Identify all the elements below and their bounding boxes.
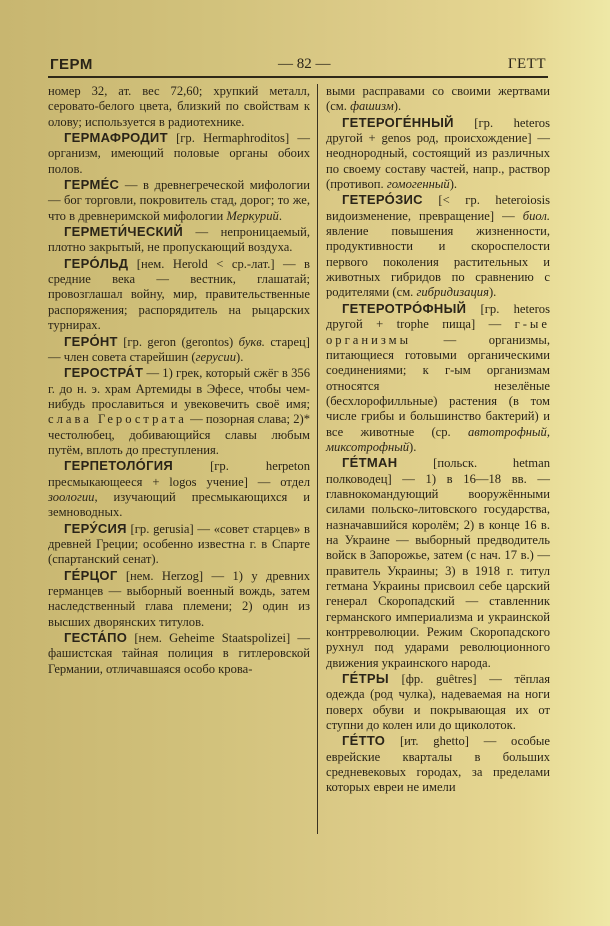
headword: ГЕСТА́ПО xyxy=(64,630,128,646)
entry-gerusiya: ГЕРУ́СИЯ [гр. gerusia] — «совет старцев» в древней Греции; особенно известна г. в Спарте (спартанский сенат). xyxy=(48,520,310,567)
entry-geterogennyy: ГЕТЕРОГЕ́ННЫЙ [гр. heteros другой + genos род, происхождение] — неоднородный, состоящий из различных по своему составу частей, напр., раствор (противоп. гомогенный). xyxy=(326,114,550,192)
headword: ГЕРУ́СИЯ xyxy=(64,520,127,536)
entry-getto: ГЕ́ТТО [ит. ghetto] — особые еврейские кварталы в больших средневековых городах, за пределами которых евреи не имели xyxy=(326,733,550,795)
entry-geront: ГЕРО́НТ [гр. geron (gerontos) букв. старец] — член совета старейшин (герусии). xyxy=(48,333,310,364)
entry-gerold: ГЕРО́ЛЬД [нем. Herold < ср.-лат.] — в средние века — вестник, глашатай; провозглашал войну, мир, правительственные распоряжения; распорядитель на рыцарских турнирах. xyxy=(48,255,310,333)
headword: ГЕ́РЦОГ xyxy=(64,567,118,583)
entry-getry: ГЕ́ТРЫ [фр. guêtres] — тёплая одежда (род чулка), надеваемая на ноги поверх обуви и покрывающая их от ступни до колен или до щиколоток. xyxy=(326,671,550,733)
column-divider xyxy=(317,84,318,834)
headword: ГЕРО́ЛЬД xyxy=(64,255,129,271)
headword: ГЕ́ТРЫ xyxy=(342,671,389,687)
headword: ГЕ́ТТО xyxy=(342,733,386,749)
spaced-phrase: г-ые организмы xyxy=(326,317,550,347)
entry-geterozis: ГЕТЕРО́ЗИС [< гр. heteroiosis видоизменение, превращение] — биол. явление повышения жизненности, продуктивности и скороспелости первого поколения растительных и животных гибридов по сравнению с родителями (см. гибридизация). xyxy=(326,192,550,300)
page-number: — 82 — xyxy=(278,56,331,72)
headword: ГЕТЕРОГЕ́ННЫЙ xyxy=(342,114,454,130)
headword: ГЕТЕРОТРО́ФНЫЙ xyxy=(342,300,467,316)
spaced-phrase: слава Герострата xyxy=(48,412,187,427)
headword: ГЕРПЕТОЛО́ГИЯ xyxy=(64,458,174,474)
entry-germeticheskiy: ГЕРМЕТИ́ЧЕСКИЙ — непроницаемый, плотно закрытый, не пропускающий воздуха. xyxy=(48,224,310,255)
cross-reference: Меркурий xyxy=(226,208,279,223)
entry-continuation: номер 32, ат. вес 72,60; хрупкий металл, серовато-белого цвета, близкий по свойствам к олову; используется в радиотехнике. xyxy=(48,84,310,129)
cross-reference: зоологии xyxy=(48,489,95,504)
cross-reference: автотрофный, миксотрофный xyxy=(326,424,550,454)
cross-reference: гибридизация xyxy=(416,285,489,300)
header-left-guideword: ГЕРМ xyxy=(50,56,93,73)
entry-continuation: выми расправами со своими жертвами (см. фашизм). xyxy=(326,84,550,114)
entry-gerpetologiya: ГЕРПЕТОЛО́ГИЯ [гр. herpeton пресмыкающееся + logos учение] — отдел зоологии, изучающий пресмыкающихся и земноводных. xyxy=(48,458,310,520)
entry-germafrodit: ГЕРМАФРОДИТ [гр. Hermaphroditos] — организм, имеющий половые органы обоих полов. xyxy=(48,130,310,176)
headword: ГЕРОСТРА́Т xyxy=(64,365,144,381)
left-column xyxy=(48,84,310,677)
entry-gestapo: ГЕСТА́ПО [нем. Geheime Staatspolizei] — фашистская тайная полиция в гитлеровской Германии, отличавшаяся особо крова- xyxy=(48,630,310,676)
cross-reference: фашизм xyxy=(350,99,394,114)
headword: ГЕРМЕ́С xyxy=(64,177,120,193)
running-header xyxy=(48,56,548,78)
headword: ГЕРО́НТ xyxy=(64,333,118,349)
entry-geterotrofnyy: ГЕТЕРОТРО́ФНЫЙ [гр. heteros другой + trophe пища] — г-ые организмы — организмы, питающиеся готовыми органическими соединениями; к г-ым организмам относятся незелёные (бесхлорофилльные) растения (в том числе грибы и большинство бактерий) и все животные (ср. автотрофный, миксотрофный). xyxy=(326,300,550,454)
cross-reference: герусии xyxy=(195,349,236,364)
right-column xyxy=(326,84,550,796)
entry-gerostrat: ГЕРОСТРА́Т — 1) грек, который сжёг в 356 г. до н. э. храм Артемиды в Эфесе, чтобы чем-нибудь прославиться и увековечить своё имя; слава Герострата — позорная слава; 2)* честолюбец, добивающийся славы любым путём, вплоть до преступления. xyxy=(48,365,310,457)
entry-germes: ГЕРМЕ́С — в древнегреческой мифологии — бог торговли, покровитель стад, дорог; то же, что в древнеримской мифологии Меркурий. xyxy=(48,177,310,223)
header-right-guideword: ГЕТТ xyxy=(507,56,546,72)
cross-reference: гомогенный xyxy=(386,177,450,192)
headword: ГЕРМЕТИ́ЧЕСКИЙ xyxy=(64,224,184,240)
headword: ГЕРМАФРОДИТ xyxy=(64,130,168,146)
headword: ГЕ́ТМАН xyxy=(342,455,398,471)
entry-getman: ГЕ́ТМАН [польск. hetman полководец] — 1) в 16—18 вв. — главнокомандующий вооружёнными силами польско-литовского государства, назначавшийся королём; 2) в конце 16 в. на Украине — выборный предводитель войск в Запорожье, затем (с нач. 17 в.) — правитель Украины; 3) в 1918 г. титул гетмана Украины присвоил себе царский генерал Скоропадский — ставленник германского империализма и украинской контрреволюции. Режим Скоропадского рухнул под ударами революционного движения украинского народа. xyxy=(326,455,550,670)
headword: ГЕТЕРО́ЗИС xyxy=(342,192,423,208)
entry-gertsog: ГЕ́РЦОГ [нем. Herzog] — 1) у древних германцев — выборный военный вождь, затем наследственный глава племени; 2) один из высших дворянских титулов. xyxy=(48,567,310,629)
